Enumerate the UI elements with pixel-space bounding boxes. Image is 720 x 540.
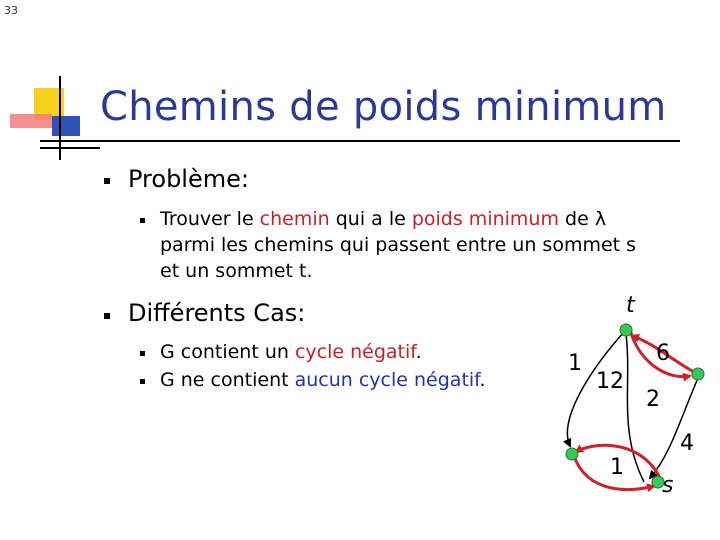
text-run: . xyxy=(415,341,422,363)
slide-logo xyxy=(0,0,100,170)
edge-t-s xyxy=(626,334,644,482)
sub-bullet-marker xyxy=(140,379,145,384)
weight-label: 2 xyxy=(646,387,660,412)
sub-bullet-marker xyxy=(140,351,145,356)
weight-label: 6 xyxy=(656,341,670,366)
node-t xyxy=(620,324,632,336)
page-title: Chemins de poids minimum xyxy=(100,84,667,130)
node-label-s: s xyxy=(662,473,674,498)
node-right xyxy=(692,368,704,380)
title-divider xyxy=(40,140,680,142)
probleme-text-line1 xyxy=(160,206,606,232)
bullet-marker xyxy=(104,313,110,319)
highlight-cycle-negatif: cycle négatif xyxy=(294,341,416,363)
highlight-chemin: chemin xyxy=(259,208,330,230)
slide-number: 33 xyxy=(4,4,18,17)
graph-diagram xyxy=(540,290,720,500)
weight-label: 4 xyxy=(680,431,694,456)
bullet-differents-cas: Différents Cas: xyxy=(128,299,306,327)
text-run: G contient un xyxy=(160,341,295,363)
weight-label: 1 xyxy=(610,455,624,480)
sub-bullet-marker xyxy=(140,218,145,223)
bullet-marker xyxy=(104,178,110,184)
node-label-t: t xyxy=(626,293,635,318)
cas-item-cycle-negatif xyxy=(160,339,422,365)
cas-item-aucun-cycle xyxy=(160,367,486,393)
node-left xyxy=(566,448,578,460)
text-run: de λ xyxy=(558,208,607,230)
text-run: qui a le xyxy=(329,208,412,230)
probleme-text-line2: parmi les chemins qui passent entre un sommet s xyxy=(160,234,637,256)
probleme-text-line3: et un sommet t. xyxy=(160,260,313,282)
text-run: . xyxy=(479,369,486,391)
highlight-poids-minimum: poids minimum xyxy=(411,208,559,230)
weight-label: 12 xyxy=(596,369,624,394)
weight-label: 1 xyxy=(568,351,582,376)
bullet-probleme: Problème: xyxy=(128,165,249,193)
text-run: Trouver le xyxy=(160,208,260,230)
highlight-aucun-cycle-negatif: aucun cycle négatif xyxy=(294,369,480,391)
text-run: G ne contient xyxy=(160,369,295,391)
